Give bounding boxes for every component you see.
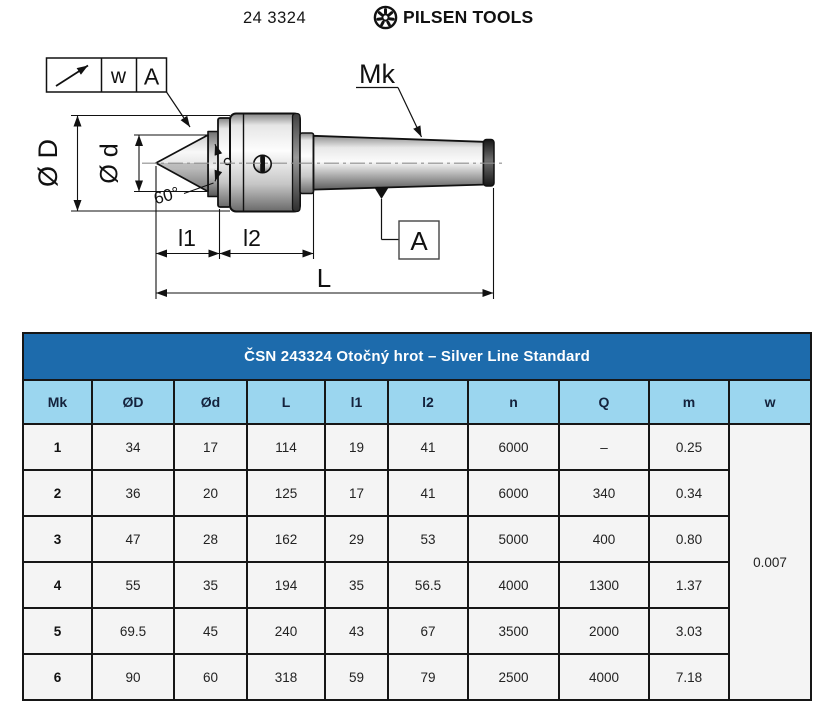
live-center-body xyxy=(156,114,494,212)
cell-diad: 28 xyxy=(174,516,247,562)
cell-m: 3.03 xyxy=(649,608,729,654)
cell-l1: 17 xyxy=(325,470,388,516)
l2-label: l2 xyxy=(243,225,261,251)
cell-m: 0.25 xyxy=(649,424,729,470)
cell-n: 5000 xyxy=(468,516,559,562)
cell-diad: 17 xyxy=(174,424,247,470)
cell-m: 1.37 xyxy=(649,562,729,608)
col-header-dia-d: Ød xyxy=(174,380,247,424)
cell-diad: 60 xyxy=(174,654,247,700)
dia-d-label: Ø d xyxy=(95,143,124,184)
angle-label: 60° xyxy=(151,183,182,209)
table-title: ČSN 243324 Otočný hrot – Silver Line Standard xyxy=(23,333,811,380)
cell-l1: 59 xyxy=(325,654,388,700)
cell-mk: 4 xyxy=(23,562,92,608)
cell-Q: – xyxy=(559,424,649,470)
brand-name: PILSEN TOOLS xyxy=(403,7,534,27)
cell-diaD: 55 xyxy=(92,562,174,608)
col-header-Q: Q xyxy=(559,380,649,424)
cell-mk: 3 xyxy=(23,516,92,562)
cell-m: 0.34 xyxy=(649,470,729,516)
cell-l1: 29 xyxy=(325,516,388,562)
table-title-row xyxy=(23,333,811,380)
table-row xyxy=(23,608,811,654)
cell-Q: 340 xyxy=(559,470,649,516)
table-header-row xyxy=(23,380,811,424)
cell-L: 125 xyxy=(247,470,325,516)
table-row xyxy=(23,562,811,608)
cell-L: 194 xyxy=(247,562,325,608)
cell-l2: 53 xyxy=(388,516,468,562)
cell-l1: 19 xyxy=(325,424,388,470)
cell-L: 240 xyxy=(247,608,325,654)
cell-Q: 400 xyxy=(559,516,649,562)
col-header-m: m xyxy=(649,380,729,424)
mk-leader xyxy=(356,88,422,138)
col-header-L: L xyxy=(247,380,325,424)
cell-l1: 43 xyxy=(325,608,388,654)
runout-value-label: w xyxy=(110,65,127,88)
cell-n: 6000 xyxy=(468,424,559,470)
technical-drawing xyxy=(0,0,823,332)
col-header-l2: l2 xyxy=(388,380,468,424)
cell-L: 318 xyxy=(247,654,325,700)
col-header-dia-D: ØD xyxy=(92,380,174,424)
table-row xyxy=(23,654,811,700)
cell-L: 162 xyxy=(247,516,325,562)
cell-diaD: 34 xyxy=(92,424,174,470)
cell-l1: 35 xyxy=(325,562,388,608)
housing-rear-band xyxy=(293,114,301,212)
cell-l2: 67 xyxy=(388,608,468,654)
spec-table-wrapper xyxy=(22,332,812,701)
col-header-mk: Mk xyxy=(23,380,92,424)
l1-label: l1 xyxy=(178,225,196,251)
cell-l2: 56.5 xyxy=(388,562,468,608)
w-merged-cell: 0.007 xyxy=(729,424,811,700)
cell-L: 114 xyxy=(247,424,325,470)
cell-mk: 1 xyxy=(23,424,92,470)
cell-n: 3500 xyxy=(468,608,559,654)
cell-m: 7.18 xyxy=(649,654,729,700)
cell-diad: 20 xyxy=(174,470,247,516)
table-row xyxy=(23,516,811,562)
mk-label: Mk xyxy=(359,59,395,89)
runout-leader xyxy=(167,92,191,127)
nose-ring xyxy=(208,132,219,197)
cell-Q: 2000 xyxy=(559,608,649,654)
cell-diaD: 90 xyxy=(92,654,174,700)
cell-n: 4000 xyxy=(468,562,559,608)
cell-mk: 6 xyxy=(23,654,92,700)
dia-D-label: Ø D xyxy=(33,138,63,188)
datum-triangle xyxy=(375,188,389,199)
spec-table xyxy=(22,332,812,701)
screw-slot xyxy=(260,156,265,172)
cell-n: 2500 xyxy=(468,654,559,700)
cell-diad: 45 xyxy=(174,608,247,654)
table-row xyxy=(23,470,811,516)
datum-leader xyxy=(382,199,400,240)
cell-m: 0.80 xyxy=(649,516,729,562)
cell-l2: 41 xyxy=(388,424,468,470)
runout-datum-label: A xyxy=(143,63,160,90)
cell-mk: 2 xyxy=(23,470,92,516)
cell-diaD: 47 xyxy=(92,516,174,562)
cell-diaD: 36 xyxy=(92,470,174,516)
cell-mk: 5 xyxy=(23,608,92,654)
cell-diaD: 69.5 xyxy=(92,608,174,654)
part-code: 24 3324 xyxy=(243,9,307,27)
col-header-l1: l1 xyxy=(325,380,388,424)
cell-l2: 79 xyxy=(388,654,468,700)
cell-l2: 41 xyxy=(388,470,468,516)
table-row xyxy=(23,424,811,470)
col-header-n: n xyxy=(468,380,559,424)
length-label: L xyxy=(316,263,332,293)
col-header-w: w xyxy=(729,380,811,424)
cell-Q: 4000 xyxy=(559,654,649,700)
cell-Q: 1300 xyxy=(559,562,649,608)
runout-arrow-icon xyxy=(56,66,88,87)
datum-label: A xyxy=(410,226,428,256)
cell-diad: 35 xyxy=(174,562,247,608)
cell-n: 6000 xyxy=(468,470,559,516)
